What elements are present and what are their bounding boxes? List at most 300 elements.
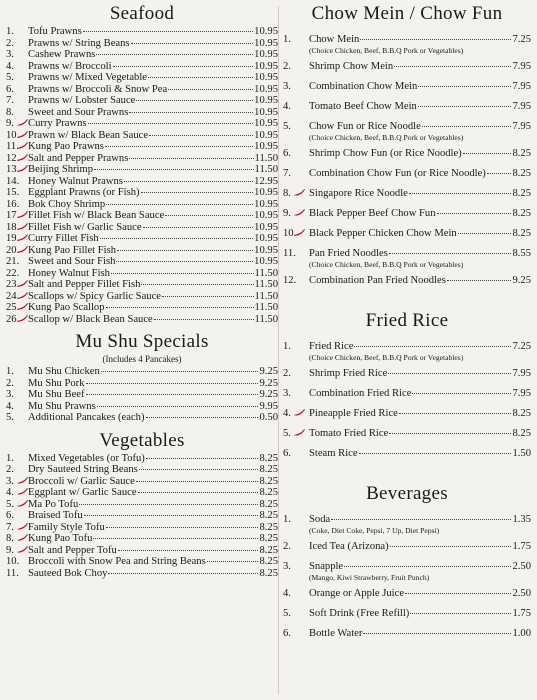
item-price: 8.25	[512, 168, 531, 179]
item-name: Cashew Prawns	[28, 49, 96, 60]
vegetables-list	[6, 453, 278, 580]
leader-dots	[100, 237, 254, 239]
menu-item	[6, 141, 278, 153]
item-price: 10.95	[254, 141, 278, 152]
leader-dots	[141, 191, 254, 193]
leader-dots	[344, 565, 511, 567]
item-number: 10.	[283, 228, 309, 240]
item-number: 2.	[283, 368, 291, 379]
item-price: 1.75	[512, 608, 531, 619]
leader-dots	[129, 157, 253, 159]
leader-dots	[146, 416, 259, 418]
menu-item	[283, 408, 531, 420]
item-number: 19.	[6, 233, 28, 245]
item-price: 7.95	[512, 121, 531, 132]
menu-item	[283, 188, 531, 200]
item-name: Combination Chow Fun (or Rice Noodle)	[309, 168, 486, 179]
item-price: 2.50	[512, 588, 531, 599]
item-price: 1.75	[512, 541, 531, 552]
item-price: 8.25	[512, 148, 531, 159]
item-price: 12.95	[254, 175, 278, 187]
section-title: Vegetables	[99, 429, 185, 451]
item-name: Ma Po Tofu	[28, 498, 79, 510]
item-number: 9.	[6, 118, 28, 130]
item-price: 8.25	[512, 228, 531, 239]
item-number: 7.	[6, 522, 28, 534]
leader-dots	[117, 249, 253, 251]
leader-dots	[168, 88, 253, 90]
item-price: 10.95	[254, 37, 278, 49]
leader-dots	[136, 480, 259, 482]
chili-pepper-icon	[16, 142, 28, 150]
chow-mein-list	[283, 34, 531, 287]
item-name: Additional Pancakes (each)	[28, 412, 145, 423]
item-number: 24.	[6, 291, 28, 303]
menu-item	[283, 541, 531, 553]
item-price: 10.95	[254, 118, 278, 129]
item-price: 10.95	[254, 233, 278, 244]
item-name: Soda	[309, 514, 331, 525]
leader-dots	[390, 545, 512, 547]
menu-item	[283, 61, 531, 73]
section-beverages	[283, 468, 531, 640]
leader-dots	[101, 370, 259, 372]
menu-item	[6, 453, 278, 465]
leader-dots	[86, 393, 259, 395]
menu-item	[6, 210, 278, 222]
item-number: 1.	[283, 341, 291, 352]
menu-item	[6, 199, 278, 211]
leader-dots	[360, 38, 511, 40]
item-price: 10.95	[254, 26, 278, 37]
leader-dots	[138, 491, 259, 493]
section-seafood	[6, 0, 278, 325]
menu-item	[283, 628, 531, 640]
item-price: 7.95	[512, 81, 531, 92]
item-name: Black Pepper Beef Chow Fun	[309, 208, 436, 219]
item-price: 10.95	[254, 60, 278, 72]
chili-pepper-icon	[16, 246, 28, 254]
item-price: 0.50	[259, 412, 278, 423]
menu-item	[6, 545, 278, 557]
item-name: Curry Fillet Fish	[28, 233, 99, 244]
menu-item	[6, 164, 278, 176]
item-number: 6.	[283, 628, 291, 639]
item-price: 8.25	[259, 487, 278, 498]
chili-pepper-icon	[16, 488, 28, 496]
item-price: 9.25	[259, 377, 278, 389]
leader-dots	[331, 518, 511, 520]
item-name: Tomato Beef Chow Mein	[309, 101, 417, 112]
leader-dots	[154, 318, 254, 320]
leader-dots	[359, 452, 512, 454]
leader-dots	[129, 111, 253, 113]
menu-item	[283, 101, 531, 113]
item-number: 17.	[6, 210, 28, 222]
item-name: Tofu Prawns	[28, 26, 82, 37]
item-price: 8.25	[259, 475, 278, 487]
item-price: 1.50	[512, 448, 531, 459]
menu-item	[6, 176, 278, 188]
leader-dots	[162, 295, 254, 297]
item-name: Iced Tea (Arizona)	[309, 541, 389, 552]
item-name: Salt and Pepper Fillet Fish	[28, 279, 141, 290]
section-fried-rice	[283, 295, 531, 460]
item-price: 10.95	[254, 198, 278, 210]
item-number: 9.	[283, 208, 309, 220]
item-price: 11.50	[254, 302, 278, 313]
menu-item	[6, 256, 278, 268]
item-number: 23.	[6, 279, 28, 291]
leader-dots	[399, 412, 512, 414]
menu-item	[6, 464, 278, 476]
menu-item	[6, 233, 278, 245]
item-price: 1.35	[512, 514, 531, 525]
item-number: 3.	[283, 388, 291, 399]
leader-dots	[148, 76, 253, 78]
item-number: 10.	[6, 556, 20, 567]
menu-item	[283, 608, 531, 620]
item-price: 11.50	[254, 164, 278, 175]
chili-pepper-icon	[16, 523, 28, 531]
item-name: Braised Tofu	[28, 510, 83, 521]
item-name: Kung Pao Fillet Fish	[28, 244, 116, 256]
menu-item	[6, 291, 278, 303]
item-options: (Choice Chicken, Beef, B.B.Q Pork or Vegetables)	[309, 260, 464, 269]
menu-item	[6, 568, 278, 580]
item-options: (Choice Chicken, Beef, B.B.Q Pork or Vegetables)	[309, 353, 464, 362]
menu-item	[283, 148, 531, 160]
menu-item	[283, 388, 531, 400]
menu-item	[6, 49, 278, 61]
leader-dots	[97, 405, 259, 407]
item-name: Beijing Shrimp	[28, 164, 94, 175]
item-price: 10.95	[254, 187, 278, 198]
menu-item	[6, 84, 278, 96]
item-name: Eggplant w/ Garlic Sauce	[28, 487, 137, 498]
leader-dots	[116, 260, 253, 262]
menu-item	[6, 26, 278, 38]
item-number: 5.	[283, 121, 291, 132]
item-price: 10.95	[254, 221, 278, 233]
item-price: 9.25	[512, 275, 531, 286]
item-name: Eggplant Prawns (or Fish)	[28, 187, 140, 198]
item-name: Shrimp Fried Rice	[309, 368, 388, 379]
item-options: (Choice Chicken, Beef, B.B.Q Pork or Vegetables)	[309, 133, 464, 142]
chili-pepper-icon	[16, 223, 28, 231]
leader-dots	[84, 514, 259, 516]
menu-item	[283, 448, 531, 460]
leader-dots	[105, 145, 253, 147]
item-name: Sweet and Sour Prawns	[28, 106, 129, 118]
item-name: Kung Pao Prawns	[28, 141, 104, 152]
section-vegetables	[6, 424, 278, 580]
menu-item	[283, 121, 531, 142]
item-name: Prawns w/ Mixed Vegetable	[28, 72, 147, 83]
item-name: Scallops w/ Spicy Garlic Sauce	[28, 290, 161, 302]
item-price: 7.95	[512, 368, 531, 379]
fried-rice-list	[283, 341, 531, 460]
chili-pepper-icon	[293, 429, 305, 437]
leader-dots	[124, 180, 253, 182]
menu-item	[6, 95, 278, 107]
leader-dots	[437, 212, 512, 214]
item-name: Fillet Fish w/ Garlic Sauce	[28, 221, 142, 233]
leader-dots	[139, 468, 259, 470]
item-name: Prawns w/ String Beans	[28, 37, 130, 49]
menu-item	[283, 561, 531, 582]
item-number: 3.	[6, 389, 14, 400]
item-name: Orange or Apple Juice	[309, 588, 405, 599]
item-name: Bok Choy Shrimp	[28, 198, 106, 210]
leader-dots	[422, 125, 512, 127]
item-number: 5.	[6, 72, 14, 83]
item-price: 10.95	[254, 49, 278, 60]
menu-item	[6, 153, 278, 165]
leader-dots	[410, 612, 511, 614]
item-price: 10.95	[254, 129, 278, 141]
item-number: 26.	[6, 314, 28, 326]
item-number: 1.	[6, 366, 14, 377]
menu-item	[6, 245, 278, 257]
leader-dots	[136, 99, 253, 101]
item-price: 8.25	[259, 498, 278, 510]
leader-dots	[389, 432, 511, 434]
item-price: 10.95	[254, 244, 278, 256]
leader-dots	[412, 392, 511, 394]
menu-item	[6, 366, 278, 378]
menu-item	[6, 38, 278, 50]
menu-item	[6, 476, 278, 488]
left-column	[6, 0, 278, 579]
leader-dots	[409, 192, 512, 194]
item-number: 14.	[6, 175, 20, 187]
item-price: 10.95	[254, 256, 278, 267]
leader-dots	[405, 592, 511, 594]
leader-dots	[86, 382, 259, 384]
item-price: 8.25	[259, 544, 278, 556]
item-number: 11.	[6, 567, 19, 579]
menu-item	[283, 514, 531, 535]
item-name: Broccoli with Snow Pea and String Beans	[28, 556, 206, 567]
leader-dots	[118, 549, 259, 551]
item-price: 8.25	[512, 188, 531, 199]
item-name: Steam Rice	[309, 448, 358, 459]
menu-item	[283, 428, 531, 440]
menu-item	[6, 314, 278, 326]
item-number: 15.	[6, 187, 20, 198]
item-number: 7.	[6, 95, 14, 106]
chili-pepper-icon	[16, 211, 28, 219]
item-number: 11.	[6, 141, 28, 153]
item-price: 8.25	[259, 521, 278, 533]
item-name: Tomato Fried Rice	[309, 428, 389, 439]
item-price: 8.25	[259, 556, 278, 567]
leader-dots	[388, 372, 511, 374]
leader-dots	[106, 203, 253, 205]
item-options: (Coke, Diet Coke, Pepsi, 7 Up, Diet Pepsi)	[309, 526, 440, 535]
item-name: Soft Drink (Free Refill)	[309, 608, 410, 619]
item-number: 1.	[6, 452, 14, 464]
item-name: Singapore Rice Noodle	[309, 188, 408, 199]
item-name: Prawns w/ Broccoli & Snow Pea	[28, 83, 168, 95]
item-number: 8.	[6, 533, 28, 545]
section-title: Beverages	[366, 483, 448, 504]
item-price: 11.50	[254, 290, 278, 302]
item-price: 8.55	[512, 248, 531, 259]
leader-dots	[106, 526, 259, 528]
menu-item	[283, 275, 531, 287]
leader-dots	[447, 279, 512, 281]
chili-pepper-icon	[293, 189, 305, 197]
chili-pepper-icon	[293, 409, 305, 417]
leader-dots	[463, 152, 512, 154]
item-number: 4.	[283, 101, 291, 112]
leader-dots	[418, 105, 512, 107]
item-price: 8.25	[259, 510, 278, 521]
menu-item	[283, 588, 531, 600]
item-price: 11.50	[254, 267, 278, 279]
leader-dots	[96, 53, 253, 55]
item-number: 8.	[6, 106, 14, 118]
item-name: Fillet Fish w/ Black Bean Sauce	[28, 210, 165, 221]
section-title: Chow Mein / Chow Fun	[311, 3, 503, 24]
leader-dots	[458, 232, 512, 234]
chili-pepper-icon	[16, 280, 28, 288]
item-price: 8.25	[259, 464, 278, 475]
item-number: 4.	[283, 408, 309, 420]
item-name: Family Style Tofu	[28, 521, 105, 533]
item-number: 2.	[6, 377, 14, 389]
leader-dots	[131, 42, 254, 44]
leader-dots	[149, 134, 253, 136]
item-number: 22.	[6, 267, 20, 279]
leader-dots	[79, 503, 258, 505]
item-number: 1.	[6, 26, 14, 37]
chili-pepper-icon	[16, 234, 28, 242]
item-name: Pineapple Fried Rice	[309, 408, 398, 419]
item-name: Mu Shu Pork	[28, 377, 85, 389]
menu-item	[283, 34, 531, 55]
item-name: Chow Mein	[309, 34, 360, 45]
right-column	[283, 0, 531, 648]
leader-dots	[108, 572, 258, 574]
chili-pepper-icon	[293, 229, 305, 237]
item-number: 9.	[6, 545, 28, 557]
item-price: 8.25	[259, 533, 278, 544]
menu-item	[283, 341, 531, 362]
leader-dots	[106, 306, 254, 308]
item-price: 7.95	[512, 388, 531, 399]
chili-pepper-icon	[16, 303, 28, 311]
item-price: 11.50	[254, 152, 278, 164]
leader-dots	[143, 226, 254, 228]
item-name: Snapple	[309, 561, 344, 572]
item-price: 8.25	[512, 408, 531, 419]
menu-item	[283, 81, 531, 93]
chili-pepper-icon	[16, 292, 28, 300]
chili-pepper-icon	[16, 165, 28, 173]
leader-dots	[487, 172, 512, 174]
item-number: 4.	[6, 60, 14, 72]
menu-item	[6, 401, 278, 413]
menu-item	[6, 522, 278, 534]
leader-dots	[207, 560, 259, 562]
menu-item	[6, 268, 278, 280]
item-number: 3.	[283, 81, 291, 92]
item-price: 9.25	[259, 389, 278, 400]
item-name: Kung Pao Tofu	[28, 533, 93, 544]
item-number: 5.	[6, 412, 14, 423]
leader-dots	[113, 65, 254, 67]
section-note: (Includes 4 Pancakes)	[102, 354, 182, 364]
item-name: Black Pepper Chicken Chow Mein	[309, 228, 457, 239]
item-number: 11.	[283, 248, 296, 259]
item-number: 5.	[283, 608, 291, 619]
item-number: 12.	[6, 153, 28, 165]
menu-item	[283, 228, 531, 240]
menu-item	[283, 248, 531, 269]
item-number: 16.	[6, 198, 20, 210]
chili-pepper-icon	[16, 315, 28, 323]
item-name: Scallop w/ Black Bean Sauce	[28, 313, 153, 325]
item-name: Prawns w/ Lobster Sauce	[28, 95, 136, 106]
item-name: Pan Fried Noodles	[309, 248, 388, 259]
item-name: Shrimp Chow Mein	[309, 61, 394, 72]
chili-pepper-icon	[16, 477, 28, 485]
leader-dots	[141, 283, 253, 285]
item-number: 5.	[6, 499, 28, 511]
item-number: 8.	[283, 188, 309, 200]
item-name: Combination Fried Rice	[309, 388, 412, 399]
item-number: 6.	[283, 448, 291, 459]
item-number: 21.	[6, 256, 20, 267]
item-number: 2.	[283, 541, 291, 552]
chili-pepper-icon	[16, 546, 28, 554]
item-name: Prawns w/ Broccoli	[28, 60, 112, 72]
chili-pepper-icon	[16, 131, 28, 139]
item-number: 5.	[283, 428, 309, 440]
item-number: 13.	[6, 164, 28, 176]
item-name: Curry Prawns	[28, 118, 87, 129]
menu-item	[6, 533, 278, 545]
menu-item	[6, 487, 278, 499]
menu-item	[6, 510, 278, 522]
chili-pepper-icon	[16, 119, 28, 127]
item-price: 8.25	[512, 428, 531, 439]
item-price: 9.25	[259, 366, 278, 377]
item-options: (Choice Chicken, Beef, B.B.Q Pork or Vegetables)	[309, 46, 464, 55]
item-name: Shrimp Chow Fun (or Rice Noodle)	[309, 148, 462, 159]
item-name: Sweet and Sour Fish	[28, 256, 116, 267]
item-price: 1.00	[512, 628, 531, 639]
leader-dots	[83, 30, 253, 32]
menu-item	[6, 499, 278, 511]
item-price: 7.25	[512, 341, 531, 352]
item-name: Mu Shu Chicken	[28, 366, 100, 377]
section-chow-mein	[283, 0, 531, 287]
leader-dots	[165, 214, 253, 216]
item-number: 2.	[6, 464, 14, 475]
item-name: Mu Shu Beef	[28, 389, 85, 400]
mu-shu-list	[6, 366, 278, 424]
item-price: 8.25	[512, 208, 531, 219]
item-price: 11.50	[254, 279, 278, 290]
item-price: 7.95	[512, 101, 531, 112]
item-price: 9.95	[259, 400, 278, 412]
item-number: 18.	[6, 222, 28, 234]
menu-item	[6, 107, 278, 119]
